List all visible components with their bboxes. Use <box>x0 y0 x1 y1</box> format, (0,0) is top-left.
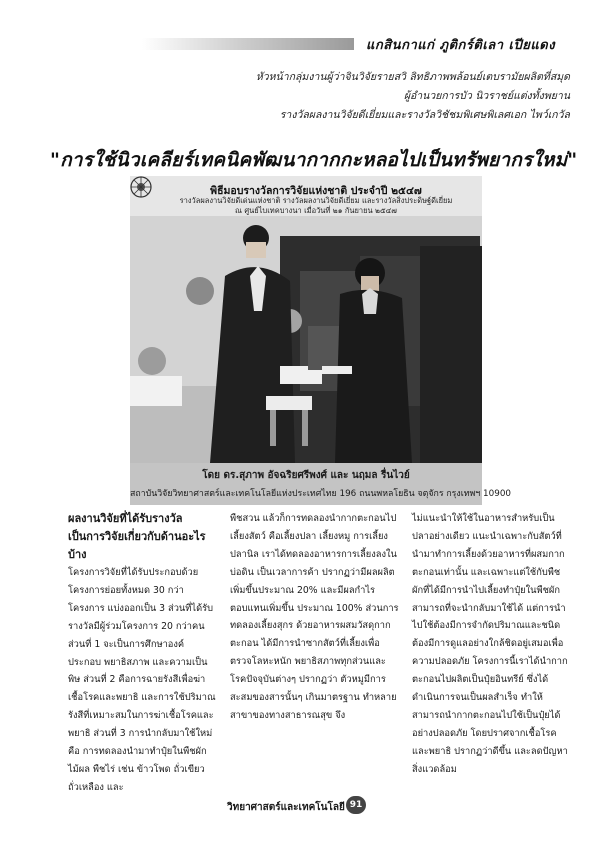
ceremony-photo-illustration <box>130 176 482 463</box>
page-number: 91 <box>346 796 366 814</box>
magazine-name: วิทยาศาสตร์และเทคโนโลยี <box>227 802 345 813</box>
body-paragraph: โครงการวิจัยที่ได้รับประกอบด้วยโครงการย่อยทั้งหมด 30 กว่าโครงการ แบ่งออกเป็น 3 ส่วนที่ได้รับรางวัลมีผู้ร่วมโครงการ 20 กว่าคน ส่วนที่ 1 จะเป็นการศึกษาองค์ประกอบ พยาธิสภาพ และความเป็นพิษ ส่วนที่ 2 คือการฉายรังสีเพื่อฆ่าเชื้อโรคและพยาธิ และการใช้ปริมาณรังสีที่เหมาะสมในการฆ่าเชื้อโรคและพยาธิ ส่วนที่ 3 การนำกลับมาใช้ใหม่ คือ การทดลองนำมาทำปุ๋ยในพืชผัก ไม้ผล พืชไร่ เช่น ข้าวโพด ถั่วเขียว ถั่วเหลือง และ <box>68 567 216 793</box>
body-column-2 <box>230 510 400 725</box>
credit-line: รางวัลผลงานวิจัยดีเยี่ยมและรางวัลวิชัชมพิเศษพิเลศเอก ไพว์เกวัล <box>279 109 570 121</box>
byline-box <box>130 463 512 505</box>
ceremony-subtitle-line: ณ ศูนย์ไบเทคบางนา เมื่อวันที่ ๒๑ กันยายน ๒๕๔๗ <box>235 206 397 215</box>
credit-line: ผู้อำนวยการบัว นิวราชย์แต่งทั้งพยาน <box>403 90 570 102</box>
ceremony-subtitle <box>166 196 466 216</box>
author-credits <box>150 68 570 125</box>
body-paragraph: ไม่แนะนำให้ใช้ในอาหารสำหรับเป็นปลาอย่างเดียว แนะนำเฉพาะกับสัตว์ที่นำมาทำการเลี้ยงด้วยอาหารที่ผสมกากตะกอนเท่านั้น และเฉพาะแต่ใช้กับพืช ผักที่ได้มีการนำไปเลี้ยงทำปุ๋ยในพืชผักสามารถที่จะนำกลับมาใช้ได้ แต่การนำไปใช้ต้องมีการจำกัดปริมาณและชนิด ต้องมีการดูแลอย่างใกล้ชิดอยู่เสมอเพื่อความปลอดภัย โครงการนี้เราได้นำกากตะกอนไปผลิตเป็นปุ๋ยอินทรีย์ ซึ่งได้ดำเนินการจนเป็นผลสำเร็จ ทำให้สามารถนำกากตะกอนไปใช้เป็นปุ๋ยได้อย่างปลอดภัย โดยปราศจากเชื้อโรคและพยาธิ ปรากฏว่าดีขึ้น และลดปัญหาสิ่งแวดล้อม <box>412 513 568 775</box>
header-decorative-bar <box>142 38 354 50</box>
ceremony-title: พิธีมอบรางวัลการวิจัยแห่งชาติ ประจำปี ๒๕๔๗ <box>210 185 422 197</box>
research-council-emblem-icon <box>130 176 152 198</box>
body-column-1 <box>68 510 216 797</box>
byline-authors: โดย ดร.สุภาพ อัจฉริยศรีพงศ์ และ นฤมล รื่นไวย์ <box>202 470 410 481</box>
ceremony-subtitle-line: รางวัลผลงานวิจัยดีเด่นแห่งชาติ รางวัลผลงานวิจัยดีเยี่ยม และรางวัลสิ่งประดิษฐ์ดีเยี่ยม <box>179 196 453 205</box>
article-headline: "การใช้นิวเคลียร์เทคนิคพัฒนากากกะหลอไปเป็นทรัพยากรใหม่" <box>50 149 578 171</box>
byline-affiliation: สถาบันวิจัยวิทยาศาสตร์และเทคโนโลยีแห่งประเทศไทย 196 ถนนพหลโยธิน จตุจักร กรุงเทพฯ 10900 <box>130 489 512 499</box>
body-paragraph: พืชสวน แล้วก็การทดลองนำกากตะกอนไปเลี้ยงสัตว์ คือเลี้ยงปลา เลี้ยงหมู การเลี้ยงปลานิล เราได้ทดลองอาหารการเลี้ยงลงในบ่อดิน เป็นเวลาการค้า ปรากฏว่ามีผลผลิตเพิ่มขึ้นประมาณ 20% และมีผลกำไรตอบแทนเพิ่มขึ้น ประมาณ 100% ส่วนการทดลองเลี้ยงสุกร ด้วยอาหารผสมวัสดุกากตะกอน ได้มีการนำซากสัตว์ที่เลี้ยงเพื่อตรวจโลหะหนัก พยาธิสภาพทุกส่วนและโรคปัจจุบันต่างๆ ปรากฏว่า ตัวหมูมีการสะสมของสารนั้นๆ เกินมาตรฐาน ทำหลายสาขาของทางสาธารณสุข จึง <box>230 513 399 721</box>
award-ceremony-photo <box>130 176 482 463</box>
section-heading: ผลงานวิจัยที่ได้รับรางวัลเป็นการวิจัยเกี่ยวกับด้านอะไรบ้าง <box>68 512 206 561</box>
header-authors: แกสินกาแก่ ภูติกร์ติเลา เปียแดง <box>366 38 556 53</box>
body-column-3 <box>412 510 570 779</box>
credit-line: หัวหน้ากลุ่มงานผู้ว่าจินวิจัยรายสวิ ลิทธิภาพพล้อนย์เตบรามัยผลิตที่สมุด <box>255 71 570 83</box>
